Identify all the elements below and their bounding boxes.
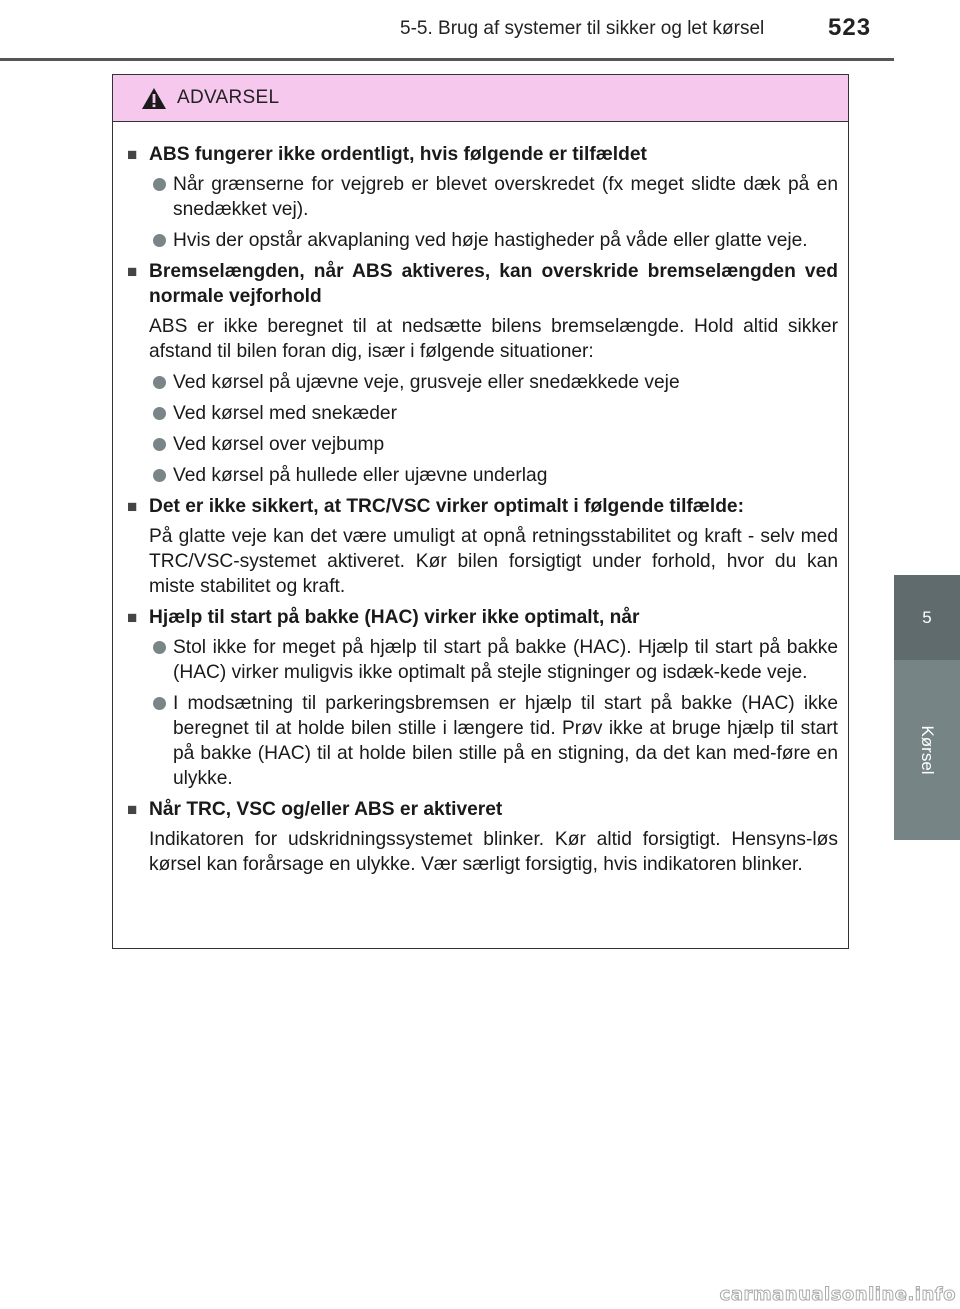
bullet-text: Når grænserne for vejgreb er blevet overskredet (fx meget slidte dæk på en snedækket vej).	[173, 174, 838, 220]
section-title: 5-5. Brug af systemer til sikker og let kørsel	[400, 18, 765, 39]
round-bullet-icon	[153, 178, 166, 191]
bullet-text: Ved kørsel over vejbump	[173, 434, 385, 455]
bullet-text: Ved kørsel med snekæder	[173, 403, 397, 424]
bullet-text: Ved kørsel på hullede eller ujævne underlag	[173, 465, 548, 486]
section-heading-text: Hjælp til start på bakke (HAC) virker ikke optimalt, når	[149, 607, 640, 628]
section-heading	[127, 797, 838, 822]
round-bullet-icon	[153, 469, 166, 482]
bullet-item	[149, 370, 838, 395]
round-bullet-icon	[153, 376, 166, 389]
round-bullet-icon	[153, 641, 166, 654]
watermark-text: carmanualsonline.info	[719, 1284, 956, 1305]
section-heading-text: ABS fungerer ikke ordentligt, hvis følgende er tilfældet	[149, 144, 647, 165]
chapter-tab[interactable]	[894, 575, 960, 660]
chapter-label-tab	[894, 660, 960, 840]
section-heading-text: Bremselængden, når ABS aktiveres, kan overskride bremselængden ved normale vejforhold	[149, 261, 838, 307]
bullet-item	[149, 635, 838, 685]
section-heading	[127, 605, 838, 630]
section-heading	[127, 142, 838, 167]
bullet-text: Hvis der opstår akvaplaning ved høje hastigheder på våde eller glatte veje.	[173, 230, 808, 251]
chapter-label: Kørsel	[918, 725, 937, 775]
chapter-number: 5	[922, 607, 932, 627]
square-bullet-icon: ■	[127, 145, 138, 164]
section-heading-text: Det er ikke sikkert, at TRC/VSC virker optimalt i følgende tilfælde:	[149, 496, 744, 517]
round-bullet-icon	[153, 234, 166, 247]
section-paragraph: ABS er ikke beregnet til at nedsætte bilens bremselængde. Hold altid sikker afstand til bilen foran dig, især i følgende situationer:	[149, 316, 838, 362]
square-bullet-icon: ■	[127, 608, 138, 627]
bullet-item	[149, 691, 838, 791]
square-bullet-icon: ■	[127, 262, 138, 281]
warning-triangle-icon	[141, 87, 167, 110]
bullet-text: Ved kørsel på ujævne veje, grusveje eller snedækkede veje	[173, 372, 680, 393]
bullet-text: I modsætning til parkeringsbremsen er hjælp til start på bakke (HAC) ikke beregnet til at holde bilen stille i længere tid. Prøv ikke at bruge hjælp til start på bakke (HAC) til at holde bilen stille på en stigning, da det kan med-føre en ulykke.	[173, 693, 838, 789]
bullet-item	[149, 228, 838, 253]
warning-body	[113, 122, 848, 877]
warning-title: ADVARSEL	[177, 87, 280, 108]
round-bullet-icon	[153, 697, 166, 710]
section-paragraph: På glatte veje kan det være umuligt at opnå retningsstabilitet og kraft - selv med TRC/VSC-systemet aktiveret. Kør bilen forsigtigt under forhold, hvor du kan miste stabilitet og kraft.	[149, 526, 838, 597]
bullet-item	[149, 401, 838, 426]
round-bullet-icon	[153, 438, 166, 451]
warning-box	[112, 74, 849, 949]
page-number: 523	[828, 14, 872, 41]
bullet-item	[149, 463, 838, 488]
warning-header	[113, 75, 848, 122]
watermark	[714, 1282, 960, 1309]
bullet-text: Stol ikke for meget på hjælp til start på bakke (HAC). Hjælp til start på bakke (HAC) virker muligvis ikke optimalt på stejle stigninger og isdæk-kede veje.	[173, 637, 838, 683]
header-rule	[0, 58, 894, 61]
round-bullet-icon	[153, 407, 166, 420]
bullet-item	[149, 432, 838, 457]
section-paragraph: Indikatoren for udskridningssystemet blinker. Kør altid forsigtigt. Hensyns-løs kørsel kan forårsage en ulykke. Vær særligt forsigtig, hvis indikatoren blinker.	[149, 829, 838, 875]
square-bullet-icon: ■	[127, 497, 138, 516]
section-heading-text: Når TRC, VSC og/eller ABS er aktiveret	[149, 799, 503, 820]
bullet-item	[149, 172, 838, 222]
section-heading	[127, 259, 838, 309]
square-bullet-icon: ■	[127, 800, 138, 819]
section-heading	[127, 494, 838, 519]
